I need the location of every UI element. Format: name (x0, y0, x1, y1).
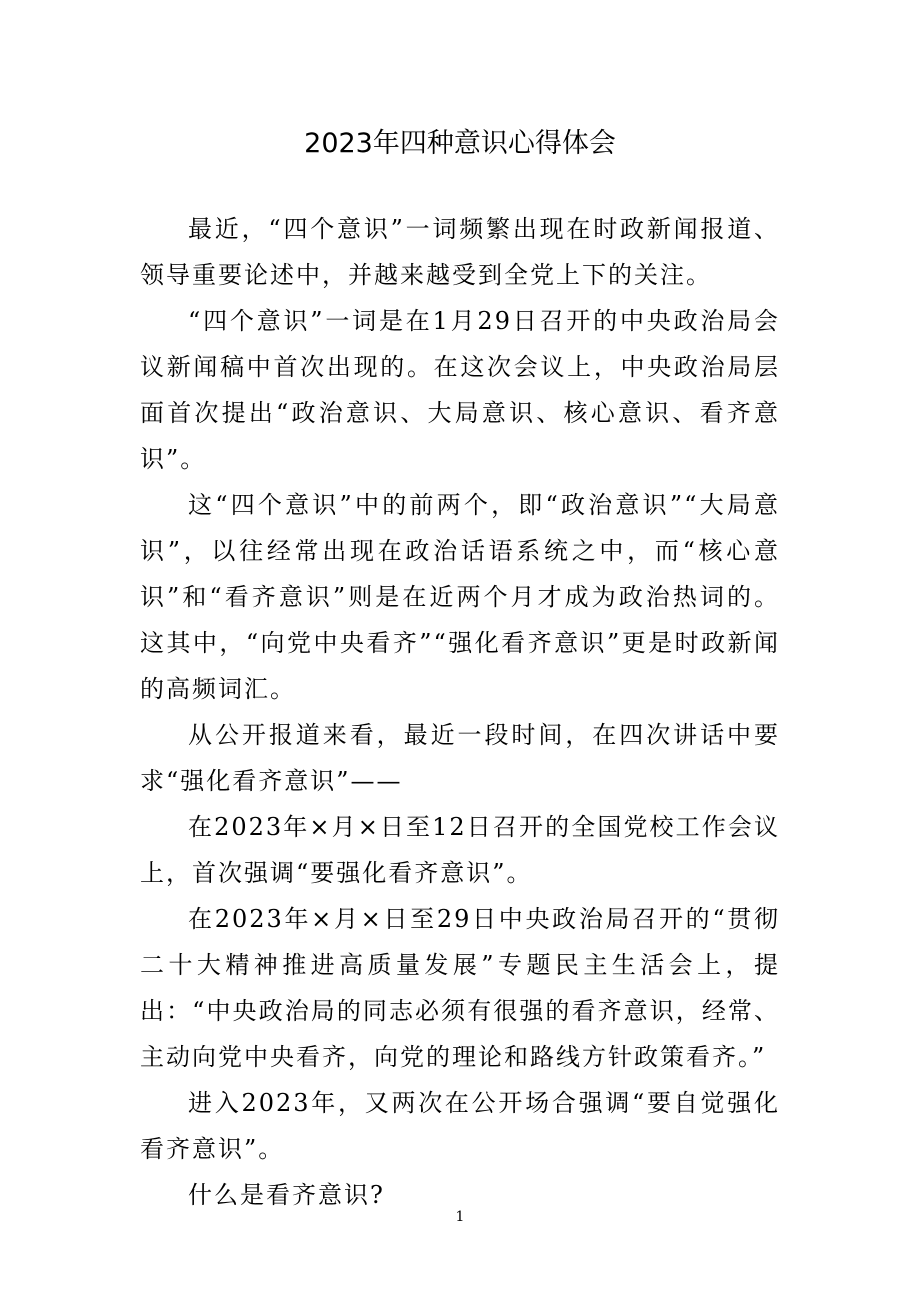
paragraph-5: 在2023年×月×日至12日召开的全国党校工作会议上，首次强调“要强化看齐意识”。 (140, 813, 780, 887)
paragraph-8: 什么是看齐意识? (188, 1181, 385, 1209)
document-title: 2023年四种意识心得体会 (304, 128, 616, 159)
paragraph-2: “四个意识”一词是在1月29日召开的中央政治局会议新闻稿中首次出现的。在这次会议上，中央政治局层面首次提出“政治意识、大局意识、核心意识、看齐意识”。 (140, 307, 780, 473)
paragraph-6: 在2023年×月×日至29日中央政治局召开的“贯彻二十大精神推进高质量发展”专题民主生活会上，提出：“中央政治局的同志必须有很强的看齐意识，经常、主动向党中央看齐，向党的理论和路线方针政策看齐。” (140, 905, 780, 1071)
paragraph-4: 从公开报道来看，最近一段时间，在四次讲话中要求“强化看齐意识”—— (140, 721, 780, 795)
paragraph-3: 这“四个意识”中的前两个，即“政治意识”“大局意识”，以往经常出现在政治话语系统之中，而“核心意识”和“看齐意识”则是在近两个月才成为政治热词的。这其中，“向党中央看齐”“强化看齐意识”更是时政新闻的高频词汇。 (140, 491, 780, 703)
document-body (140, 206, 780, 1218)
paragraph-7: 进入2023年，又两次在公开场合强调“要自觉强化看齐意识”。 (140, 1089, 780, 1163)
paragraph-1: 最近，“四个意识”一词频繁出现在时政新闻报道、领导重要论述中，并越来越受到全党上下的关注。 (140, 215, 780, 289)
page-number: 1 (455, 1209, 465, 1225)
